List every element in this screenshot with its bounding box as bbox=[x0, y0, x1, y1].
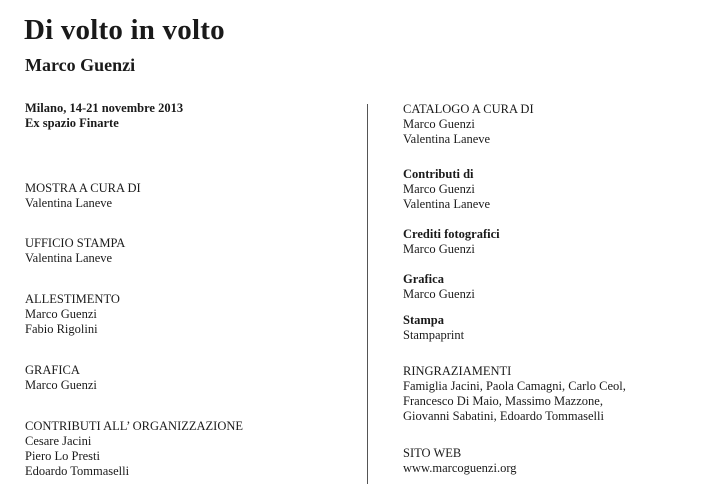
section-heading: GRAFICA bbox=[25, 363, 80, 377]
section-catalogo bbox=[403, 102, 534, 147]
section-grafica-catalogo bbox=[403, 272, 475, 302]
section-heading: RINGRAZIAMENTI bbox=[403, 364, 512, 378]
section-mostra bbox=[25, 181, 141, 211]
section-heading: CATALOGO A CURA DI bbox=[403, 102, 534, 116]
section-line: Giovanni Sabatini, Edoardo Tommaselli bbox=[403, 409, 604, 423]
section-line: Valentina Laneve bbox=[403, 132, 491, 146]
section-heading: ALLESTIMENTO bbox=[25, 292, 120, 306]
section-line: Cesare Jacini bbox=[25, 434, 92, 448]
section-heading: Stampa bbox=[403, 313, 444, 327]
section-sito-web bbox=[403, 446, 517, 476]
venue-location: Ex spazio Finarte bbox=[25, 116, 119, 130]
section-stampa bbox=[403, 313, 464, 343]
section-contributi-di bbox=[403, 167, 490, 212]
section-allestimento bbox=[25, 292, 120, 337]
section-contributi-organizzazione bbox=[25, 419, 243, 479]
section-line: Francesco Di Maio, Massimo Mazzone, bbox=[403, 394, 603, 408]
section-heading: Grafica bbox=[403, 272, 444, 286]
section-heading: MOSTRA A CURA DI bbox=[25, 181, 141, 195]
section-crediti-fotografici bbox=[403, 227, 500, 257]
section-ufficio-stampa bbox=[25, 236, 125, 266]
section-heading: Contributi di bbox=[403, 167, 474, 181]
section-heading: CONTRIBUTI ALL’ ORGANIZZAZIONE bbox=[25, 419, 244, 433]
section-line: Marco Guenzi bbox=[403, 182, 475, 196]
venue-date: Milano, 14-21 novembre 2013 bbox=[25, 101, 184, 115]
document-author: Marco Guenzi bbox=[25, 55, 136, 75]
section-heading: UFFICIO STAMPA bbox=[25, 236, 126, 250]
section-line: Stampaprint bbox=[403, 328, 465, 342]
section-line: Valentina Laneve bbox=[25, 196, 113, 210]
section-line: Valentina Laneve bbox=[25, 251, 113, 265]
section-ringraziamenti bbox=[403, 364, 626, 424]
section-line: Marco Guenzi bbox=[25, 378, 97, 392]
section-heading: SITO WEB bbox=[403, 446, 462, 460]
section-grafica bbox=[25, 363, 97, 393]
section-line: Marco Guenzi bbox=[403, 242, 475, 256]
section-line: Famiglia Jacini, Paola Camagni, Carlo Ceol, bbox=[403, 379, 626, 393]
section-line: Fabio Rigolini bbox=[25, 322, 98, 336]
website-url[interactable]: www.marcoguenzi.org bbox=[403, 461, 517, 475]
venue-block bbox=[25, 101, 183, 131]
column-divider bbox=[367, 104, 368, 484]
section-line: Marco Guenzi bbox=[25, 307, 97, 321]
section-line: Marco Guenzi bbox=[403, 287, 475, 301]
section-line: Piero Lo Presti bbox=[25, 449, 100, 463]
section-heading: Crediti fotografici bbox=[403, 227, 500, 241]
document-title: Di volto in volto bbox=[24, 14, 225, 46]
section-line: Valentina Laneve bbox=[403, 197, 491, 211]
section-line: Edoardo Tommaselli bbox=[25, 464, 130, 478]
section-line: Marco Guenzi bbox=[403, 117, 475, 131]
